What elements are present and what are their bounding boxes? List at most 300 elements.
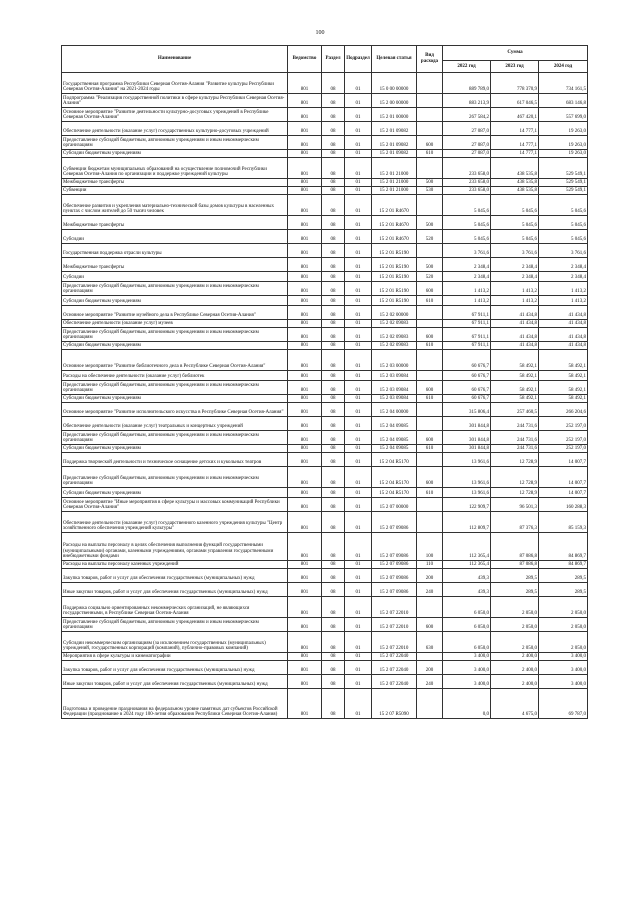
header-year-2024: 2024 год — [539, 61, 588, 73]
row-sum-2024: 69 787,0 — [539, 689, 588, 719]
row-name: Расходы на обеспечение деятельности (оказание услуг) библиотек — [62, 371, 288, 381]
row-sum-2024: 3 400,0 — [539, 661, 588, 675]
row-expense-type: 200 — [417, 569, 443, 583]
row-expense-type: 110 — [417, 561, 443, 569]
row-sum-2023: 2 400,0 — [491, 661, 539, 675]
row-expense-type: 500 — [417, 179, 443, 187]
row-target-article: 15 2 02 09083 — [372, 320, 417, 328]
table-row — [62, 158, 588, 179]
row-name: Субвенции бюджетам муниципальных образований на осуществление полномочий Республики Северная Осетия-Алания по организации и поддержке учреждений культуры — [62, 158, 288, 179]
row-ved: 801 — [288, 244, 322, 258]
row-sum-2024: 19 263,0 — [539, 150, 588, 158]
row-podrazdel: 01 — [345, 371, 372, 381]
row-sum-2022: 27 087,0 — [443, 122, 491, 136]
row-name: Государственная поддержка отрасли культуры — [62, 244, 288, 258]
row-expense-type — [417, 689, 443, 719]
row-sum-2022: 883 213,9 — [443, 94, 491, 108]
row-name: Субсидии бюджетным учреждениям — [62, 342, 288, 350]
row-sum-2024: 41 434,8 — [539, 320, 588, 328]
row-razdel: 08 — [322, 661, 345, 675]
page-number: 100 — [315, 30, 325, 36]
row-sum-2022: 6 050,0 — [443, 632, 491, 653]
table-row — [62, 583, 588, 597]
table-row — [62, 320, 588, 328]
row-expense-type: 630 — [417, 632, 443, 653]
row-razdel: 08 — [322, 403, 345, 417]
row-target-article: 15 2 07 22040 — [372, 653, 417, 661]
row-sum-2024: 529 549,1 — [539, 179, 588, 187]
row-name: Предоставление субсидий бюджетным, автономным учреждениям и иным некоммерческим организациям — [62, 467, 288, 488]
table-row — [62, 403, 588, 417]
table-row — [62, 258, 588, 272]
row-target-article: 15 2 07 22040 — [372, 675, 417, 689]
table-row — [62, 136, 588, 150]
row-ved: 801 — [288, 661, 322, 675]
row-expense-type: 610 — [417, 488, 443, 498]
table-row — [62, 73, 588, 94]
row-sum-2023: 41 434,8 — [491, 306, 539, 320]
row-razdel: 08 — [322, 445, 345, 453]
header-podrazdel: Подраздел — [345, 46, 372, 73]
row-sum-2022: 315 806,4 — [443, 403, 491, 417]
row-sum-2022: 60 676,7 — [443, 371, 491, 381]
row-target-article: 15 2 01 R4670 — [372, 216, 417, 230]
row-target-article: 15 2 07 22040 — [372, 661, 417, 675]
row-sum-2024: 14 007,7 — [539, 453, 588, 467]
row-expense-type: 240 — [417, 675, 443, 689]
row-razdel: 08 — [322, 533, 345, 561]
row-sum-2023: 617 046,5 — [491, 94, 539, 108]
row-razdel: 08 — [322, 675, 345, 689]
row-sum-2023: 1 413,2 — [491, 282, 539, 296]
row-sum-2023: 2 400,0 — [491, 675, 539, 689]
row-name: Обеспечение деятельности (оказание услуг) музеев — [62, 320, 288, 328]
table-row — [62, 417, 588, 431]
row-sum-2024: 58 492,1 — [539, 395, 588, 403]
row-target-article: 15 2 07 R5090 — [372, 689, 417, 719]
row-podrazdel: 01 — [345, 73, 372, 94]
row-target-article: 15 2 07 09086 — [372, 569, 417, 583]
row-sum-2024: 252 197,0 — [539, 431, 588, 445]
row-sum-2024: 734 161,5 — [539, 73, 588, 94]
row-sum-2024: 289,5 — [539, 569, 588, 583]
row-target-article: 15 2 07 00000 — [372, 498, 417, 512]
row-podrazdel: 01 — [345, 403, 372, 417]
row-name: Подпрограмма "Реализация государственной политики в сфере культуры Республики Северная Осетия-Алания" — [62, 94, 288, 108]
table-row — [62, 216, 588, 230]
row-target-article: 15 2 02 09083 — [372, 342, 417, 350]
row-expense-type: 600 — [417, 136, 443, 150]
table-row — [62, 195, 588, 216]
row-target-article: 15 2 04 R5170 — [372, 453, 417, 467]
row-name: Субсидии бюджетным учреждениям — [62, 488, 288, 498]
row-podrazdel: 01 — [345, 618, 372, 632]
table-row — [62, 561, 588, 569]
table-row — [62, 272, 588, 282]
row-target-article: 15 2 02 00000 — [372, 306, 417, 320]
row-razdel: 08 — [322, 632, 345, 653]
row-name: Закупка товаров, работ и услуг для обеспечения государственных (муниципальных) нужд — [62, 569, 288, 583]
row-ved: 801 — [288, 350, 322, 371]
row-expense-type — [417, 350, 443, 371]
row-expense-type: 500 — [417, 216, 443, 230]
row-razdel: 08 — [322, 122, 345, 136]
row-target-article: 15 2 01 21000 — [372, 158, 417, 179]
row-sum-2022: 27 087,0 — [443, 136, 491, 150]
row-sum-2023: 4 675,0 — [491, 689, 539, 719]
row-expense-type: 100 — [417, 533, 443, 561]
row-target-article: 15 2 04 09085 — [372, 445, 417, 453]
table-row — [62, 632, 588, 653]
row-razdel: 08 — [322, 512, 345, 533]
row-podrazdel: 01 — [345, 417, 372, 431]
row-expense-type — [417, 73, 443, 94]
table-row — [62, 453, 588, 467]
row-sum-2022: 13 961,6 — [443, 467, 491, 488]
row-sum-2023: 1 413,2 — [491, 296, 539, 306]
row-razdel: 08 — [322, 187, 345, 195]
row-razdel: 08 — [322, 230, 345, 244]
row-sum-2022: 5 045,6 — [443, 230, 491, 244]
row-razdel: 08 — [322, 320, 345, 328]
row-podrazdel: 01 — [345, 108, 372, 122]
row-ved: 801 — [288, 632, 322, 653]
row-expense-type: 610 — [417, 395, 443, 403]
header-razdel: Раздел — [322, 46, 345, 73]
row-ved: 801 — [288, 512, 322, 533]
row-razdel: 08 — [322, 350, 345, 371]
row-sum-2023: 14 777,1 — [491, 122, 539, 136]
row-expense-type: 600 — [417, 282, 443, 296]
row-razdel: 08 — [322, 195, 345, 216]
table-row — [62, 94, 588, 108]
row-ved: 801 — [288, 150, 322, 158]
row-sum-2023: 2 050,0 — [491, 618, 539, 632]
row-sum-2022: 6 050,0 — [443, 597, 491, 618]
row-name: Иные закупки товаров, работ и услуг для обеспечения государственных (муниципальных) нужд — [62, 675, 288, 689]
row-sum-2024: 2 050,0 — [539, 597, 588, 618]
row-name: Мероприятия в сфере культуры и кинематографии — [62, 653, 288, 661]
row-razdel: 08 — [322, 569, 345, 583]
row-razdel: 08 — [322, 73, 345, 94]
row-target-article: 15 2 01 R5190 — [372, 258, 417, 272]
row-sum-2024: 14 007,7 — [539, 467, 588, 488]
row-name: Субсидии бюджетным учреждениям — [62, 150, 288, 158]
row-razdel: 08 — [322, 597, 345, 618]
table-row — [62, 498, 588, 512]
row-expense-type — [417, 306, 443, 320]
row-ved: 801 — [288, 108, 322, 122]
table-row — [62, 350, 588, 371]
header-target-article: Целевая статья — [372, 46, 417, 73]
row-ved: 801 — [288, 306, 322, 320]
row-sum-2023: 467 420,1 — [491, 108, 539, 122]
row-podrazdel: 01 — [345, 467, 372, 488]
row-target-article: 15 2 01 00000 — [372, 108, 417, 122]
row-podrazdel: 01 — [345, 94, 372, 108]
row-sum-2023: 12 728,9 — [491, 488, 539, 498]
row-name: Межбюджетные трансферты — [62, 258, 288, 272]
row-podrazdel: 01 — [345, 342, 372, 350]
row-expense-type: 610 — [417, 342, 443, 350]
row-sum-2022: 5 045,6 — [443, 195, 491, 216]
row-sum-2022: 1 413,2 — [443, 296, 491, 306]
row-sum-2024: 2 050,0 — [539, 632, 588, 653]
row-name: Субсидии бюджетным учреждениям — [62, 395, 288, 403]
row-sum-2024: 19 263,0 — [539, 136, 588, 150]
table-row — [62, 179, 588, 187]
row-sum-2024: 41 434,8 — [539, 328, 588, 342]
row-expense-type — [417, 417, 443, 431]
row-target-article: 15 2 04 09085 — [372, 417, 417, 431]
row-podrazdel: 01 — [345, 675, 372, 689]
row-expense-type: 530 — [417, 187, 443, 195]
row-ved: 801 — [288, 230, 322, 244]
row-sum-2023: 3 761,6 — [491, 244, 539, 258]
row-ved: 801 — [288, 689, 322, 719]
row-podrazdel: 01 — [345, 187, 372, 195]
row-ved: 801 — [288, 403, 322, 417]
row-target-article: 15 2 01 09082 — [372, 122, 417, 136]
row-sum-2024: 58 492,1 — [539, 371, 588, 381]
row-podrazdel: 01 — [345, 230, 372, 244]
row-sum-2023: 5 045,6 — [491, 230, 539, 244]
row-sum-2024: 289,5 — [539, 583, 588, 597]
row-podrazdel: 01 — [345, 498, 372, 512]
row-ved: 801 — [288, 381, 322, 395]
row-target-article: 15 2 07 09086 — [372, 561, 417, 569]
row-ved: 801 — [288, 467, 322, 488]
row-sum-2024: 3 400,0 — [539, 653, 588, 661]
row-target-article: 15 2 03 09084 — [372, 371, 417, 381]
row-target-article: 15 2 01 R5190 — [372, 244, 417, 258]
row-name: Поддержка социально ориентированных некоммерческих организаций, не являющихся государственными, в Республике Северная Осетия-Алания — [62, 597, 288, 618]
row-podrazdel: 01 — [345, 569, 372, 583]
row-razdel: 08 — [322, 108, 345, 122]
row-podrazdel: 01 — [345, 689, 372, 719]
row-razdel: 08 — [322, 306, 345, 320]
table-row — [62, 445, 588, 453]
row-ved: 801 — [288, 569, 322, 583]
row-expense-type: 610 — [417, 150, 443, 158]
row-sum-2022: 233 658,0 — [443, 158, 491, 179]
row-sum-2022: 233 658,0 — [443, 187, 491, 195]
row-sum-2022: 122 909,7 — [443, 498, 491, 512]
row-expense-type — [417, 320, 443, 328]
row-sum-2024: 41 434,8 — [539, 342, 588, 350]
row-sum-2022: 889 789,0 — [443, 73, 491, 94]
row-ved: 801 — [288, 136, 322, 150]
row-sum-2023: 41 434,8 — [491, 342, 539, 350]
row-razdel: 08 — [322, 282, 345, 296]
row-ved: 801 — [288, 453, 322, 467]
row-podrazdel: 01 — [345, 258, 372, 272]
row-ved: 801 — [288, 94, 322, 108]
row-sum-2023: 58 492,1 — [491, 371, 539, 381]
row-expense-type: 600 — [417, 467, 443, 488]
row-target-article: 15 2 03 09084 — [372, 381, 417, 395]
row-sum-2022: 3 400,0 — [443, 675, 491, 689]
row-expense-type — [417, 195, 443, 216]
row-target-article: 15 2 01 09082 — [372, 150, 417, 158]
row-expense-type — [417, 597, 443, 618]
row-razdel: 08 — [322, 417, 345, 431]
row-sum-2022: 60 676,7 — [443, 395, 491, 403]
row-sum-2023: 14 777,1 — [491, 136, 539, 150]
row-sum-2024: 3 400,0 — [539, 675, 588, 689]
row-sum-2022: 3 400,0 — [443, 661, 491, 675]
row-podrazdel: 01 — [345, 216, 372, 230]
row-razdel: 08 — [322, 583, 345, 597]
table-row — [62, 467, 588, 488]
row-target-article: 15 2 04 R5170 — [372, 488, 417, 498]
row-name: Обеспечение развития и укрепления материально-технической базы домов культуры в населенных пунктах с числом жителей до 50 тысяч человек — [62, 195, 288, 216]
table-body — [62, 73, 588, 719]
row-podrazdel: 01 — [345, 431, 372, 445]
row-sum-2023: 244 731,6 — [491, 431, 539, 445]
row-name: Иные закупки товаров, работ и услуг для обеспечения государственных (муниципальных) нужд — [62, 583, 288, 597]
row-ved: 801 — [288, 342, 322, 350]
table-row — [62, 395, 588, 403]
row-sum-2023: 2 348,4 — [491, 258, 539, 272]
row-name: Межбюджетные трансферты — [62, 216, 288, 230]
row-sum-2024: 5 045,6 — [539, 216, 588, 230]
header-name: Наименование — [62, 46, 288, 73]
row-sum-2023: 41 434,8 — [491, 320, 539, 328]
row-sum-2023: 289,5 — [491, 569, 539, 583]
header-year-2023: 2023 год — [491, 61, 539, 73]
row-podrazdel: 01 — [345, 445, 372, 453]
row-sum-2022: 301 844,8 — [443, 431, 491, 445]
row-sum-2022: 60 676,7 — [443, 350, 491, 371]
row-sum-2022: 60 676,7 — [443, 381, 491, 395]
row-sum-2024: 19 263,0 — [539, 122, 588, 136]
row-ved: 801 — [288, 258, 322, 272]
row-ved: 801 — [288, 597, 322, 618]
row-sum-2023: 14 777,1 — [491, 150, 539, 158]
row-sum-2023: 2 050,0 — [491, 597, 539, 618]
row-razdel: 08 — [322, 136, 345, 150]
row-ved: 801 — [288, 179, 322, 187]
table-row — [62, 431, 588, 445]
header-year-2022: 2022 год — [443, 61, 491, 73]
row-expense-type: 520 — [417, 272, 443, 282]
row-expense-type: 610 — [417, 445, 443, 453]
row-ved: 801 — [288, 320, 322, 328]
row-expense-type — [417, 108, 443, 122]
row-razdel: 08 — [322, 371, 345, 381]
row-expense-type — [417, 403, 443, 417]
row-razdel: 08 — [322, 244, 345, 258]
row-target-article: 15 2 07 22010 — [372, 597, 417, 618]
table-row — [62, 187, 588, 195]
row-expense-type — [417, 158, 443, 179]
row-podrazdel: 01 — [345, 533, 372, 561]
row-sum-2023: 87 086,8 — [491, 533, 539, 561]
row-sum-2023: 12 728,9 — [491, 453, 539, 467]
row-sum-2023: 2 348,4 — [491, 272, 539, 282]
row-sum-2022: 112 365,4 — [443, 533, 491, 561]
row-sum-2022: 13 961,6 — [443, 488, 491, 498]
row-expense-type: 500 — [417, 258, 443, 272]
row-expense-type: 600 — [417, 381, 443, 395]
table-row — [62, 381, 588, 395]
row-expense-type: 600 — [417, 431, 443, 445]
row-sum-2022: 233 658,0 — [443, 179, 491, 187]
row-podrazdel: 01 — [345, 512, 372, 533]
row-ved: 801 — [288, 296, 322, 306]
row-ved: 801 — [288, 488, 322, 498]
row-sum-2024: 2 348,4 — [539, 272, 588, 282]
row-target-article: 15 2 07 09086 — [372, 583, 417, 597]
row-name: Основное мероприятие "Развитие библиотечного дела в Республике Северная Осетия-Алания" — [62, 350, 288, 371]
row-razdel: 08 — [322, 216, 345, 230]
row-razdel: 08 — [322, 258, 345, 272]
row-podrazdel: 01 — [345, 195, 372, 216]
row-name: Основное мероприятие "Развитие исполнительского искусства в Республике Северная Осетия-Алания" — [62, 403, 288, 417]
row-podrazdel: 01 — [345, 488, 372, 498]
row-podrazdel: 01 — [345, 661, 372, 675]
table-row — [62, 150, 588, 158]
row-razdel: 08 — [322, 467, 345, 488]
table-row — [62, 512, 588, 533]
row-name: Закупка товаров, работ и услуг для обеспечения государственных (муниципальных) нужд — [62, 661, 288, 675]
row-sum-2022: 5 045,6 — [443, 216, 491, 230]
row-podrazdel: 01 — [345, 453, 372, 467]
row-sum-2022: 301 844,8 — [443, 417, 491, 431]
table-row — [62, 653, 588, 661]
row-sum-2022: 2 348,4 — [443, 258, 491, 272]
row-sum-2023: 5 045,6 — [491, 216, 539, 230]
row-sum-2022: 439,3 — [443, 569, 491, 583]
row-ved: 801 — [288, 653, 322, 661]
row-target-article: 15 2 07 22010 — [372, 618, 417, 632]
budget-table — [61, 45, 588, 719]
row-podrazdel: 01 — [345, 272, 372, 282]
row-sum-2023: 244 731,6 — [491, 445, 539, 453]
row-sum-2022: 67 911,1 — [443, 328, 491, 342]
row-sum-2023: 438 535,8 — [491, 179, 539, 187]
row-expense-type: 600 — [417, 618, 443, 632]
row-name: Основное мероприятие "Развитие деятельности культурно-досуговых учреждений в Республике Северная Осетия-Алания" — [62, 108, 288, 122]
row-expense-type — [417, 453, 443, 467]
row-sum-2024: 58 492,1 — [539, 381, 588, 395]
table-row — [62, 342, 588, 350]
row-sum-2023: 438 535,8 — [491, 158, 539, 179]
table-row — [62, 108, 588, 122]
row-target-article: 15 2 01 21000 — [372, 179, 417, 187]
row-target-article: 15 2 04 09085 — [372, 431, 417, 445]
row-sum-2022: 439,3 — [443, 583, 491, 597]
row-name: Субсидии бюджетным учреждениям — [62, 296, 288, 306]
row-ved: 801 — [288, 583, 322, 597]
row-target-article: 15 2 01 R4670 — [372, 230, 417, 244]
row-razdel: 08 — [322, 431, 345, 445]
row-sum-2024: 84 869,7 — [539, 533, 588, 561]
table-row — [62, 689, 588, 719]
row-sum-2022: 112 809,7 — [443, 512, 491, 533]
row-expense-type — [417, 122, 443, 136]
row-target-article: 15 2 00 00000 — [372, 94, 417, 108]
row-razdel: 08 — [322, 342, 345, 350]
row-target-article: 15 2 07 22010 — [372, 632, 417, 653]
row-podrazdel: 01 — [345, 244, 372, 258]
row-ved: 801 — [288, 328, 322, 342]
row-sum-2023: 5 045,6 — [491, 195, 539, 216]
table-row — [62, 597, 588, 618]
row-razdel: 08 — [322, 150, 345, 158]
table-row — [62, 230, 588, 244]
